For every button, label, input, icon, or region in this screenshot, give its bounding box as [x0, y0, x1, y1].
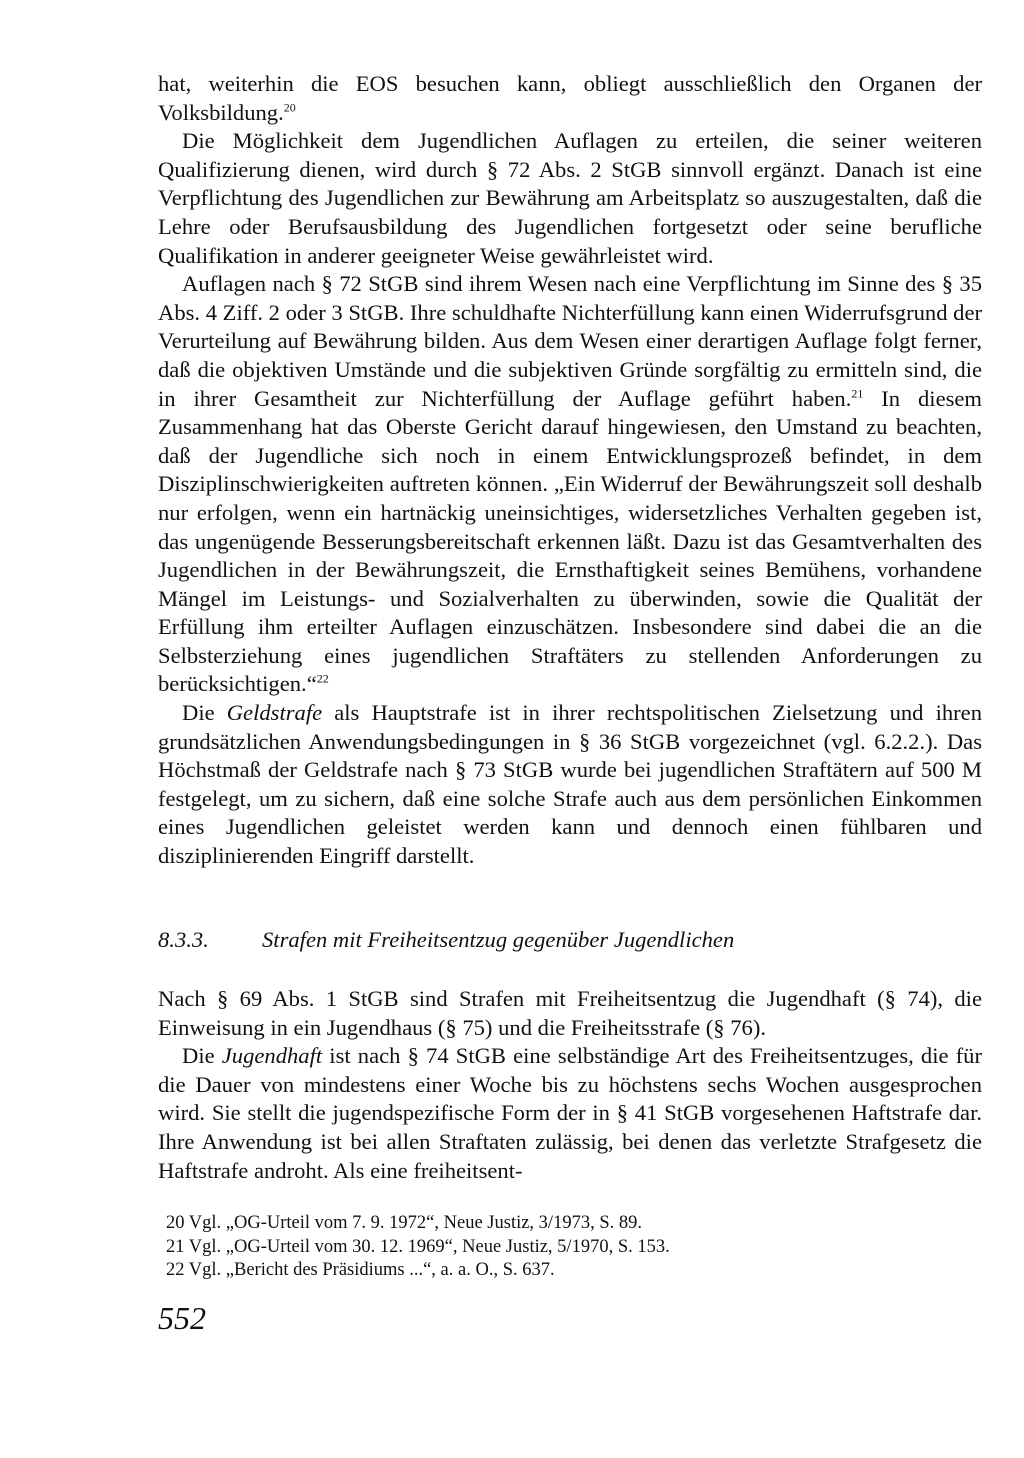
paragraph-text: In diesem Zusammenhang hat das Oberste Gericht darauf hingewiesen, den Umstand zu beachten, daß der Jugendliche sich noch in einem Entwicklungsprozeß befindet, in dem Disziplinschwierigkeiten auftreten können. „Ein Widerruf der Bewährungszeit soll deshalb nur erfolgen, wenn ein hartnäckig uneinsichtiges, widersetzliches Verhalten gegeben ist, das ungenügende Besserungsbereitschaft erkennen läßt. Dazu ist das Gesamtverhalten des Jugendlichen in der Bewährungszeit, die Ernsthaftigkeit seines Bemühens, vorhandene Mängel im Leistungs- und Sozialverhalten zu überwinden, sowie die Qualität der Erfüllung ihm erteilter Auflagen einzuschätzen. Insbesondere sind dabei die an die Selbsterziehung eines jugendlichen Straftäters zu stellenden Anforderungen zu berücksichtigen.“: [158, 385, 982, 697]
emphasized-term: Jugendhaft: [221, 1043, 323, 1069]
paragraph-text: hat, weiterhin die EOS besuchen kann, obliegt ausschließlich den Organen der Volksbildung.: [158, 71, 982, 125]
footnote-reference: 21: [851, 386, 864, 400]
page-number: 552: [158, 1300, 206, 1336]
footnotes: [166, 1212, 966, 1283]
paragraph-text: Die: [182, 700, 227, 726]
footnote: 21 Vgl. „OG-Urteil vom 30. 12. 1969“, Neue Justiz, 5/1970, S. 153.: [166, 1236, 670, 1257]
footnote-reference: 20: [283, 100, 296, 115]
paragraph-text: als Hauptstrafe ist in ihrer rechtspolitischen Zielsetzung und ihren grundsätzlichen Anwendungsbedingungen in § 36 StGB vorgezeichnet (vgl. 6.2.2.). Das Höchstmaß der Geldstrafe nach § 73 StGB wurde bei jugendlichen Straftätern auf 500 M festgelegt, um zu sichern, daß eine solche Strafe auch aus dem persönlichen Einkommen eines Jugendlichen geleistet werden kann und dennoch einen fühlbaren und disziplinierenden Eingriff darstellt.: [158, 700, 982, 869]
body-text: [158, 70, 982, 871]
paragraph-text: ist nach § 74 StGB eine selbständige Art des Freiheitsentzuges, die für die Dauer von mindestens einer Woche bis zu höchstens sechs Wochen ausgesprochen wird. Sie stellt die jugendspezifische Form der in § 41 StGB vorgesehenen Haftstrafe dar. Ihre Anwendung ist bei allen Straftaten zulässig, bei denen das verletzte Strafgesetz die Haftstrafe androht. Als eine freiheitsent-: [158, 1043, 982, 1183]
paragraph: [158, 699, 982, 871]
paragraph-text: Auflagen nach § 72 StGB sind ihrem Wesen nach eine Verpflichtung im Sinne des § 35 Abs. 4 Ziff. 2 oder 3 StGB. Ihre schuldhafte Nichterfüllung kann einen Widerrufsgrund der Verurteilung auf Bewährung bilden. Aus dem Wesen einer derartigen Auflage folgt ferner, daß die objektiven Umstände und die subjektiven Gründe sorgfältig zu ermitteln sind, die in ihrer Gesamtheit zur Nichterfüllung der Auflage geführt haben.: [158, 271, 982, 411]
paragraph: [158, 127, 982, 270]
paragraph-text: Die: [182, 1043, 222, 1069]
footnote: 20 Vgl. „OG-Urteil vom 7. 9. 1972“, Neue Justiz, 3/1973, S. 89.: [166, 1213, 642, 1233]
paragraph: [158, 270, 982, 699]
section-heading: [158, 926, 982, 955]
emphasized-term: Geldstrafe: [226, 700, 323, 726]
paragraph: [158, 985, 982, 1042]
paragraph-text: Nach § 69 Abs. 1 StGB sind Strafen mit Freiheitsentzug die Jugendhaft (§ 74), die Einweisung in ein Jugendhaus (§ 75) und die Freiheitsstrafe (§ 76).: [158, 986, 982, 1040]
section-number: 8.3.3.: [158, 927, 209, 952]
footnote-reference: 22: [316, 671, 329, 686]
section-title: Strafen mit Freiheitsentzug gegenüber Jugendlichen: [262, 927, 735, 952]
footnote: 22 Vgl. „Bericht des Präsidiums ...“, a. a. O., S. 637.: [166, 1260, 555, 1280]
section-body-text: [158, 985, 982, 1185]
paragraph: [158, 1042, 982, 1185]
paragraph-text: Die Möglichkeit dem Jugendlichen Auflagen zu erteilen, die seiner weiteren Qualifizierung dienen, wird durch § 72 Abs. 2 StGB sinnvoll ergänzt. Danach ist eine Verpflichtung des Jugendlichen zur Bewährung am Arbeitsplatz so auszugestalten, daß die Lehre oder Berufsausbildung des Jugendlichen fortgesetzt oder seine berufliche Qualifikation in anderer geeigneter Weise gewährleistet wird.: [158, 128, 982, 268]
paragraph: [158, 70, 982, 127]
